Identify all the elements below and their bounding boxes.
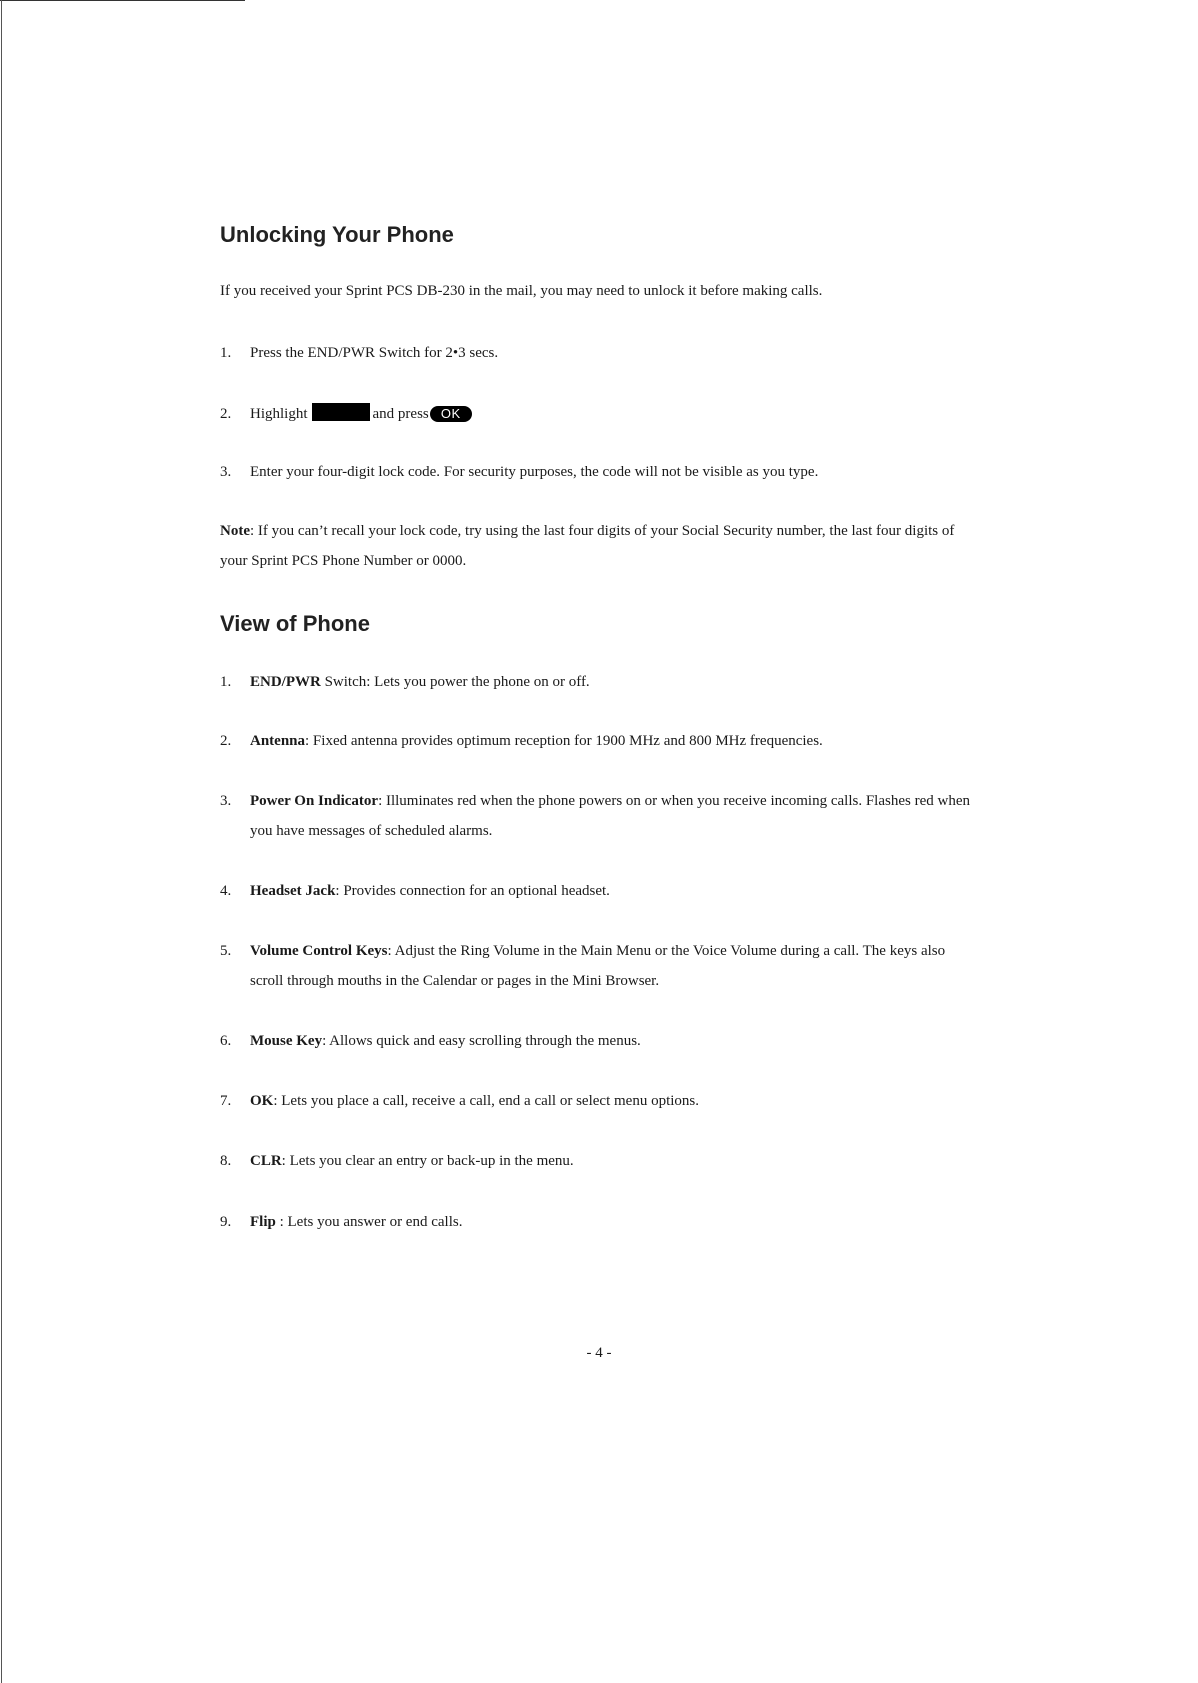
item-term: Flip (250, 1214, 276, 1230)
phone-part-item (220, 1086, 980, 1116)
item-term: Power On Indicator (250, 793, 379, 809)
item-desc: : Lets you clear an entry or back-up in the menu. (281, 1153, 574, 1169)
scan-edge-top (0, 0, 245, 1)
item-term: Mouse Key (250, 1033, 323, 1049)
scan-edge-left (1, 0, 2, 1683)
item-desc: : Illuminates red when the phone powers on or when you receive incoming calls. Flashes red when you have messages of scheduled alarms. (250, 793, 970, 839)
item-text (250, 1026, 980, 1056)
item-number: 9. (220, 1214, 232, 1230)
phone-part-item (220, 1026, 980, 1056)
item-text (250, 1146, 980, 1176)
item-number: 2. (220, 733, 232, 749)
item-number: 8. (220, 1153, 232, 1169)
item-text (250, 667, 980, 697)
item-text (250, 786, 980, 846)
page-number: - 4 - (586, 1345, 612, 1361)
phone-part-item (220, 876, 980, 906)
phone-part-item (220, 1146, 980, 1176)
item-desc: : Adjust the Ring Volume in the Main Menu or the Voice Volume during a call. The keys also scroll through mouths in the Calendar or pages in the Mini Browser. (250, 943, 946, 989)
item-term: END/PWR (250, 674, 321, 690)
step-number: 3. (220, 464, 232, 480)
item-number: 6. (220, 1033, 232, 1049)
unlock-step-3 (220, 457, 980, 487)
ok-key-icon: OK (430, 406, 472, 422)
phone-part-item (220, 1207, 980, 1237)
item-text (250, 936, 980, 996)
item-term: Volume Control Keys (250, 943, 388, 959)
section-heading-view-of-phone: View of Phone (220, 611, 370, 636)
step-text-pre: Highlight (250, 406, 308, 422)
section-heading-unlocking: Unlocking Your Phone (220, 222, 454, 247)
item-desc: : Fixed antenna provides optimum reception for 1900 MHz and 800 MHz frequencies. (305, 733, 823, 749)
item-number: 4. (220, 883, 232, 899)
unlock-step-1 (220, 338, 980, 368)
item-text (250, 1207, 980, 1237)
phone-part-item (220, 667, 980, 697)
note-label: Note (220, 523, 250, 539)
item-number: 1. (220, 674, 232, 690)
highlighted-menu-item-icon (312, 403, 370, 421)
item-number: 5. (220, 943, 232, 959)
phone-part-item (220, 786, 980, 846)
item-desc: : Allows quick and easy scrolling through the menus. (322, 1033, 641, 1049)
step-text: Enter your four-digit lock code. For security purposes, the code will not be visible as you type. (250, 464, 819, 480)
item-number: 3. (220, 793, 232, 809)
phone-part-item (220, 936, 980, 996)
item-desc: : Lets you answer or end calls. (275, 1214, 463, 1230)
item-desc: : Lets you place a call, receive a call, end a call or select menu options. (273, 1093, 699, 1109)
item-term: Headset Jack (250, 883, 336, 899)
item-text (250, 876, 980, 906)
item-desc: Switch: Lets you power the phone on or off. (320, 674, 590, 690)
step-text: Press the END/PWR Switch for 2•3 secs. (250, 345, 499, 361)
unlock-step-2 (220, 399, 980, 429)
step-number: 2. (220, 406, 232, 422)
phone-part-item (220, 726, 980, 756)
unlock-note (220, 516, 980, 576)
item-desc: : Provides connection for an optional headset. (335, 883, 610, 899)
step-text-mid: and press (372, 406, 429, 422)
note-text: : If you can’t recall your lock code, try using the last four digits of your Social Security number, the last four digits of your Sprint PCS Phone Number or 0000. (220, 523, 955, 569)
unlock-intro: If you received your Sprint PCS DB-230 in the mail, you may need to unlock it before making calls. (220, 283, 823, 299)
item-text (250, 726, 980, 756)
step-number: 1. (220, 345, 232, 361)
step-text (250, 399, 980, 429)
item-term: OK (250, 1093, 274, 1109)
item-number: 7. (220, 1093, 232, 1109)
item-term: Antenna (250, 733, 306, 749)
item-text (250, 1086, 980, 1116)
item-term: CLR (250, 1153, 282, 1169)
